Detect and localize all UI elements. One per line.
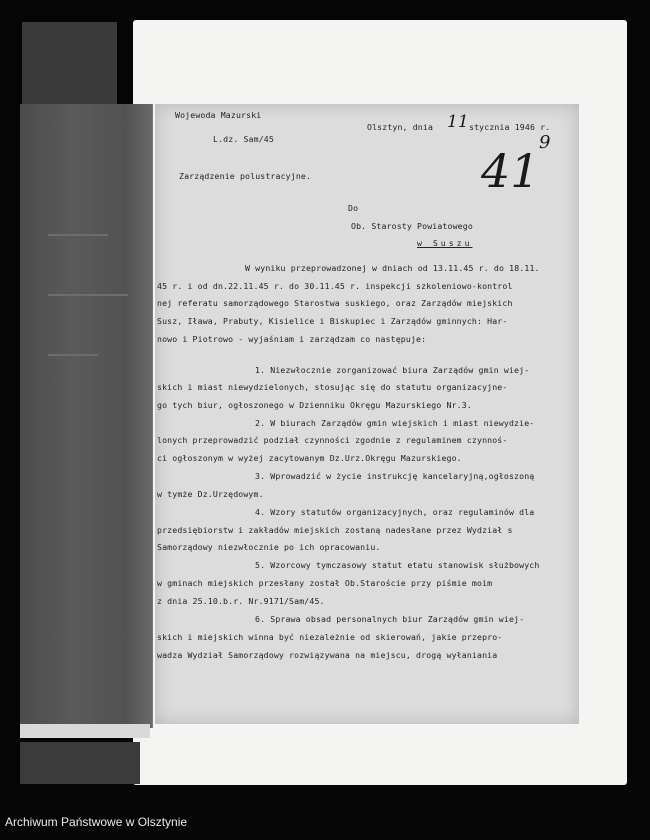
typed-letter-sheet	[155, 104, 579, 724]
binder-mark	[48, 234, 108, 236]
body-line: 1. Niezwłocznie zorganizować biura Zarządów gmin wiej-	[255, 365, 530, 375]
reference-line: L.dz. Sam/45	[213, 134, 274, 144]
body-line: wadza Wydział Samorządowy rozwiązywana na miejscu, drogą wyłaniania	[157, 650, 498, 660]
body-line: nowo i Piotrowo - wyjaśniam i zarządzam co następuje:	[157, 334, 427, 344]
addressee-do: Do	[348, 203, 359, 213]
binder-mark	[48, 294, 128, 296]
body-line: W wyniku przeprowadzonej w dniach od 13.11.45 r. do 18.11.	[245, 263, 540, 273]
binder-foot	[20, 742, 140, 784]
body-line: 4. Wzory statutów organizacyjnych, oraz regulaminów dla	[255, 507, 535, 517]
date-place: Olsztyn, dnia	[367, 122, 434, 132]
body-line: lonych przeprowadzić podział czynności zgodnie z regulaminem czynnoś-	[157, 435, 508, 445]
binder-edge	[20, 724, 150, 738]
body-line: go tych biur, ogłoszonego w Dzienniku Okręgu Mazurskiego Nr.3.	[157, 400, 472, 410]
body-line: przedsiębiorstw i zakładów miejskich zostaną nadesłane przez Wydział s	[157, 525, 513, 535]
document-title: Zarządzenie polustracyjne.	[179, 171, 312, 181]
date-month-year: stycznia 1946 r.	[469, 122, 551, 132]
body-line: 5. Wzorcowy tymczasowy statut etatu stanowisk służbowych	[255, 560, 540, 570]
body-line: 3. Wprowadzić w życie instrukcję kancelaryjną,ogłoszoną	[255, 471, 535, 481]
handwritten-day: 11	[447, 112, 469, 132]
sender-line: Wojewoda Mazurski	[175, 110, 262, 120]
body-line: nej referatu samorządowego Starostwa suskiego, oraz Zarządów miejskich	[157, 298, 513, 308]
archive-caption: Archiwum Państwowe w Olsztynie	[5, 815, 188, 829]
binder-strip	[20, 104, 153, 728]
body-line: w tymże Dz.Urzędowym.	[157, 489, 264, 499]
body-line: skich i miejskich winna być niezależnie od skierowań, jakie przepro-	[157, 632, 503, 642]
body-line: ci ogłoszonym w wyżej zacytowanym Dz.Urz.Okręgu Mazurskiego.	[157, 453, 462, 463]
body-line: Susz, Iława, Prabuty, Kisielice i Biskupiec i Zarządów gminnych: Har-	[157, 316, 508, 326]
body-line: w gminach miejskich przesłany został Ob.Staroście przy piśmie moim	[157, 578, 493, 588]
body-line: 45 r. i od dn.22.11.45 r. do 30.11.45 r. inspekcji szkoleniowo-kontrol	[157, 281, 513, 291]
body-line: 6. Sprawa obsad personalnych biur Zarządów gmin wiej-	[255, 614, 525, 624]
handwritten-folio-number: 9	[539, 132, 551, 153]
handwritten-registry-number: 41	[481, 144, 540, 198]
addressee-place: w Suszu	[417, 238, 473, 248]
addressee-name: Ob. Starosty Powiatowego	[351, 221, 473, 231]
body-line: Samorządowy niezwłocznie po ich opracowaniu.	[157, 542, 381, 552]
body-line: 2. W biurach Zarządów gmin wiejskich i miast niewydzie-	[255, 418, 535, 428]
binder-top	[22, 22, 117, 112]
body-line: skich i miast niewydzielonych, stosując się do statutu organizacyjne-	[157, 382, 508, 392]
binder-mark	[48, 354, 98, 356]
body-line: z dnia 25.10.b.r. Nr.9171/Sam/45.	[157, 596, 325, 606]
